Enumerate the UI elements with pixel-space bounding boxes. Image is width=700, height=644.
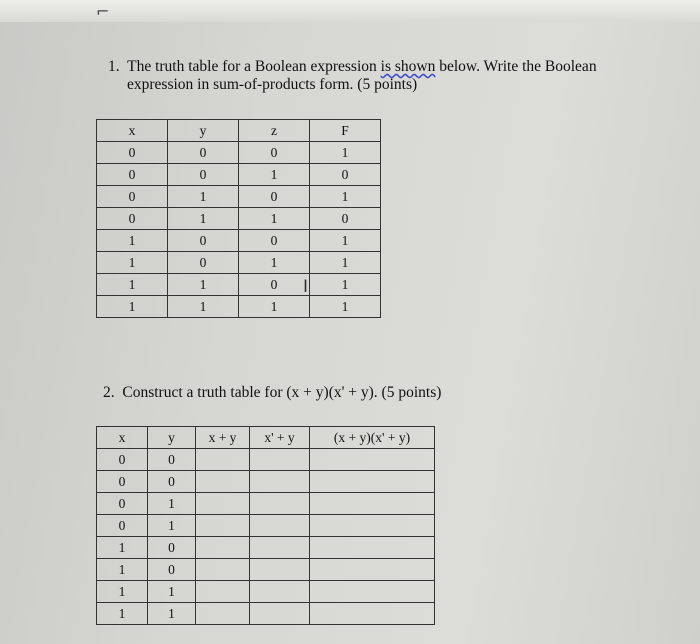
table-cell: 1 [168,208,239,230]
header-x: x [97,427,148,449]
table-cell: 1 [148,515,196,537]
table-cell [196,603,250,625]
question-1-text-part-b: below. Write the Boolean [435,58,597,75]
table-cell: 1 [310,186,381,208]
table-header-row [97,427,435,449]
table-row [97,208,381,230]
table-cell: 0 [239,274,310,296]
table-cell: 0 [148,449,196,471]
table-row [97,537,435,559]
table-header-row [97,120,381,142]
table-row [97,274,381,296]
table-cell [250,471,310,493]
table-cell: 0 [97,142,168,164]
table-cell: 1 [97,537,148,559]
table-cell: 0 [97,186,168,208]
table-cell: 1 [168,186,239,208]
header-y: y [168,120,239,142]
question-1-spellcheck-phrase: is shown [380,58,436,75]
table-cell: 0 [97,493,148,515]
question-1-number: 1. [108,58,120,75]
question-2-line [103,384,441,402]
table-cell: 1 [97,230,168,252]
table-cell: 1 [310,296,381,318]
question-2-number: 2. [103,384,115,401]
table-cell: 1 [310,142,381,164]
table-cell [250,581,310,603]
table-cell: 0 [97,164,168,186]
table-cell: 1 [168,274,239,296]
table-cell: 0 [148,471,196,493]
table-cell: 0 [239,230,310,252]
table-row [97,296,381,318]
table-cell: 1 [168,296,239,318]
table-row [97,603,435,625]
table-cell [196,581,250,603]
table-cell: 0 [310,164,381,186]
table-row [97,471,435,493]
table-cell: 0 [310,208,381,230]
table-cell [250,515,310,537]
table-cell: 1 [97,274,168,296]
table-cell: 1 [97,252,168,274]
table-cell [310,515,435,537]
table-cell: 0 [148,537,196,559]
table-cell: 1 [239,296,310,318]
header-x-plus-y: x + y [196,427,250,449]
table-cell [310,449,435,471]
table-cell: 0 [97,449,148,471]
table-cell: 1 [148,603,196,625]
corner-glyph-icon: ⌐ [96,2,110,21]
table-cell [250,537,310,559]
table-row [97,515,435,537]
table-cell [310,537,435,559]
table-cell [250,449,310,471]
table-cell: 1 [97,296,168,318]
table-cell [310,493,435,515]
table-cell [250,493,310,515]
table-cell: 0 [239,186,310,208]
table-row [97,186,381,208]
table-cell: 0 [168,164,239,186]
table-cell [196,493,250,515]
table-cell [196,471,250,493]
header-z: z [239,120,310,142]
table-row [97,230,381,252]
table-cell: 1 [148,581,196,603]
table-cell [310,603,435,625]
table-cell: 1 [97,581,148,603]
truth-table-2 [96,426,435,625]
question-1-text-part-a: The truth table for a Boolean expression [127,58,381,75]
table-cell [250,603,310,625]
table-cell [310,559,435,581]
top-band [0,0,700,22]
question-1-line-1 [108,58,597,76]
table-row [97,164,381,186]
table-cell: 0 [148,559,196,581]
ibeam-cursor-icon: I [303,277,309,297]
table-cell: 0 [239,142,310,164]
table-row [97,493,435,515]
header-x: x [97,120,168,142]
table-cell: 0 [97,471,148,493]
table-cell: 1 [148,493,196,515]
table-cell [196,449,250,471]
truth-table-1 [96,119,381,318]
table-cell: 0 [168,230,239,252]
table-cell: 0 [168,142,239,164]
header-f: F [310,120,381,142]
table-cell: 0 [168,252,239,274]
header-y: y [148,427,196,449]
table-cell: 0 [97,208,168,230]
header-product: (x + y)(x' + y) [310,427,435,449]
table-row [97,142,381,164]
table-row [97,449,435,471]
table-cell: 1 [239,252,310,274]
table-row [97,559,435,581]
table-row [97,581,435,603]
table-cell [196,537,250,559]
table-cell: 1 [310,230,381,252]
table-cell: 1 [97,603,148,625]
table-cell [196,515,250,537]
table-cell: 0 [97,515,148,537]
table-row [97,252,381,274]
table-cell: 1 [310,252,381,274]
table-cell: 1 [97,559,148,581]
table-cell [250,559,310,581]
table-cell: 1 [310,274,381,296]
table-cell: 1 [239,164,310,186]
question-2-text: Construct a truth table for (x + y)(x' + y). (5 points) [122,384,442,401]
header-xprime-plus-y: x' + y [250,427,310,449]
table-cell [310,471,435,493]
table-cell [310,581,435,603]
table-cell [196,559,250,581]
question-1-line-2: expression in sum-of-products form. (5 points) [127,76,418,93]
table-cell: 1 [239,208,310,230]
